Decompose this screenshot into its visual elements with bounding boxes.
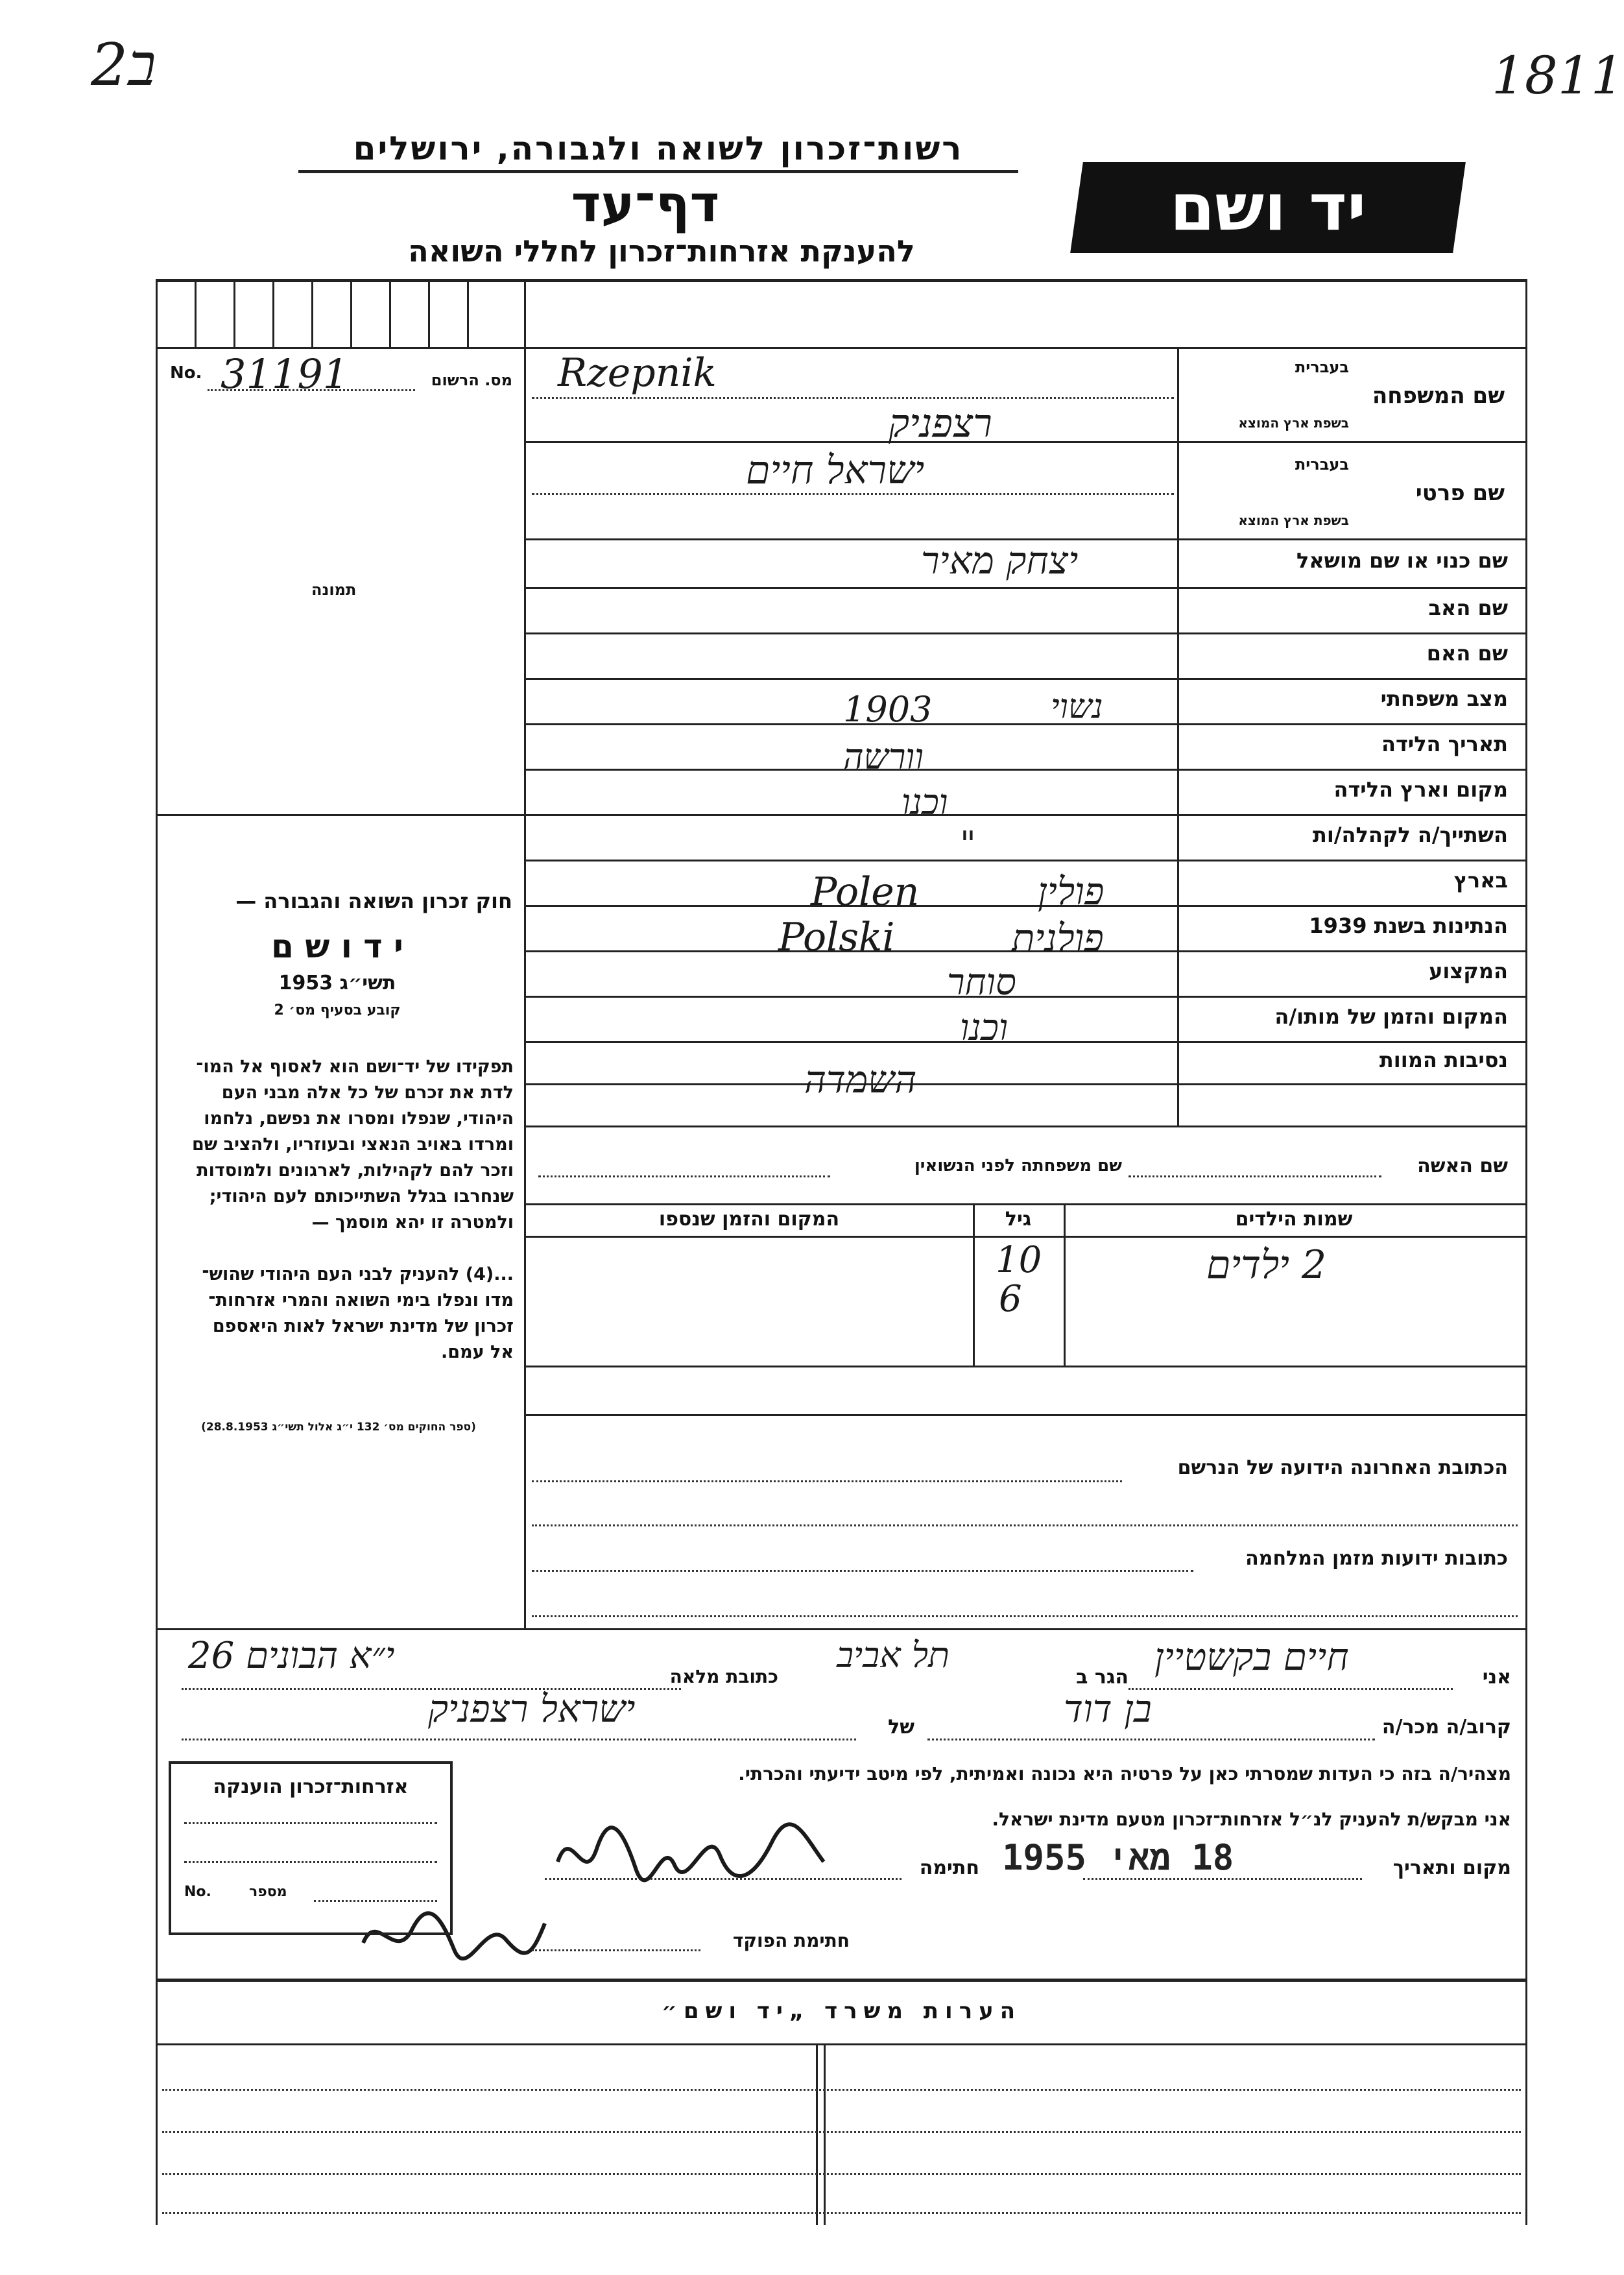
field-sub-origin-lang-2: בשפת ארץ המוצא: [1238, 512, 1349, 528]
signature-label: חתימה: [919, 1857, 979, 1879]
declarant-living-label: הגר ב: [1076, 1666, 1128, 1689]
granted-title: אזרחות־זכרון הוענקה: [213, 1775, 409, 1798]
form-subtitle: להענקת אזרחות־זכרון לחללי השואה: [408, 234, 915, 269]
declarant-i-label: אני: [1482, 1666, 1511, 1689]
field-label-profession: המקצוע: [1429, 959, 1508, 983]
birth-year-value: 1903: [843, 689, 933, 730]
field-label-nickname: שם כנוי או שם מושאל: [1296, 548, 1508, 573]
place-date-label: מקום ותאריך: [1392, 1857, 1511, 1879]
field-label-birth-date: תאריך הלידה: [1381, 732, 1508, 756]
field-label-family-name: שם המשפחה: [1372, 383, 1505, 409]
law-paragraph-2: ...(4) להעניק לבני העם היהודי שהוש־ מדו ונפלו בימי השואה והמרי אזרחות־ זכרון של מדינת ישראל לאות היאספם אל עמם.: [202, 1264, 514, 1362]
death-place-value: וכנו: [960, 1007, 1009, 1049]
children-place-header: המקום והזמן שנספו: [658, 1208, 840, 1231]
field-label-country: בארץ: [1453, 868, 1508, 893]
father-name-value: יצחק מאיר: [921, 538, 1079, 583]
law-paragraph-1: תפקידו של יד־ושם הוא לאסוף אל המו־ לדת את זכרם של כל אלה מבני העם היהודי, שנפלו ומסרו את נפשם, נלחמו ומרדו באויב הנאצי ובעוזריו, ולהציב שם וזכר להם לקהילות, לארגונים ולמוסדות שנחרבו בגלל השתייכותם לעם היהודי; ולמטרה זו יהא מוסמך —: [191, 1057, 514, 1233]
children-age-header: גיל: [1005, 1208, 1032, 1231]
photo-label: תמונה: [311, 581, 357, 599]
law-reference: (ספר החוקים מס׳ 132 י״ג אלול תשי״ג 28.8.1953): [201, 1421, 476, 1434]
law-year: תשי״ג 1953: [278, 972, 396, 994]
declaration-statement: מצהיר/ה בזה כי העדות שמסרתי כאן על פרטיה היא נכונה ואמיתית, לפי מיטב ידיעתי והכרתי.: [738, 1763, 1511, 1785]
last-address-label: הכתובת האחרונה הידועה של הנרשם: [1177, 1456, 1508, 1479]
citizenship-hebrew: פולין: [1038, 869, 1105, 913]
first-name-value: ישראל חיים: [746, 448, 925, 493]
profession-value: סוחר: [947, 961, 1016, 1004]
field-sub-hebrew: בעברית: [1295, 358, 1349, 376]
date-stamp: 18 מאי 1955: [1002, 1837, 1234, 1878]
field-label-community: השתייך/ה לקהלה/ות: [1312, 823, 1508, 847]
registration-no-label: No.: [170, 363, 202, 383]
field-label-death-place: המקום והזמן של מותו/ה: [1274, 1004, 1508, 1029]
registration-label: מס. הרשום: [431, 371, 512, 389]
children-name-value: 2 ילדים: [1206, 1242, 1327, 1288]
field-label-citizenship: הנתינות בשנת 1939: [1309, 913, 1508, 938]
granted-no-label: No.: [184, 1884, 211, 1900]
declarant-city: תל אביב: [837, 1635, 949, 1676]
relation-label: קרוב/ה מכר/ה: [1381, 1716, 1511, 1739]
declaration-request: אני מבקש/ת להעניק לנ״ל אזרחות־זכרון מטעם מדינת ישראל.: [992, 1809, 1511, 1830]
language-latin: Polski: [778, 915, 895, 960]
law-title: חוק זכרון השואה והגבורה —: [235, 889, 512, 913]
field-label-death-cause: נסיבות המוות: [1379, 1048, 1508, 1072]
language-hebrew: פולנית: [1012, 916, 1104, 960]
authority-name: רשות־זכרון לשואה ולגבורה, ירושלים: [353, 130, 964, 167]
declarant-address: י״א הבונים 26: [188, 1635, 395, 1677]
corner-mark-right: 1811: [1492, 45, 1624, 106]
granted-box: [169, 1761, 453, 1935]
form-title: דף־עד: [571, 175, 720, 234]
declarant-signature: [545, 1810, 837, 1901]
field-label-birth-place: מקום וארץ הלידה: [1333, 777, 1508, 802]
birth-place-value: וורשה: [843, 736, 924, 777]
community-value: וכנו: [902, 782, 948, 823]
declarant-address-label: כתובת מלאה: [669, 1666, 778, 1687]
relation-of-name: ישראל רצפניק: [428, 1687, 636, 1731]
officer-signature-label: חתימת הפוקד: [732, 1930, 850, 1951]
family-name-latin: Rzepnik: [558, 350, 717, 396]
law-clause: קובע בסעיף מס׳ 2: [274, 1002, 401, 1018]
wife-maiden-label: שם משפחתה לפני הנשואין: [914, 1156, 1122, 1175]
field-sub-hebrew-2: בעברית: [1295, 455, 1349, 474]
child-age-2: 6: [999, 1278, 1022, 1320]
corner-mark-left: 2ב: [91, 31, 156, 99]
wife-label: שם האשה: [1417, 1155, 1508, 1177]
child-age-1: 10: [996, 1239, 1042, 1281]
yad-vashem-logo: יד ושם: [1070, 162, 1466, 253]
law-name: י ד ו ש ם: [271, 928, 403, 965]
declarant-name: חיים בקשטיין: [1154, 1635, 1349, 1679]
children-names-header: שמות הילדים: [1235, 1208, 1353, 1231]
granted-number-label: מספר: [249, 1884, 287, 1900]
death-circumstance-value: השמדה: [804, 1057, 917, 1101]
war-address-label: כתובות ידועות מזמן המלחמה: [1245, 1547, 1508, 1570]
relation-of-label: של: [888, 1716, 914, 1739]
field-label-father: שם האב: [1428, 596, 1508, 620]
field-label-first-name: שם פרטי: [1415, 480, 1505, 506]
relation-value: בן דוד: [1064, 1687, 1152, 1731]
family-name-hebrew: רצפניק: [889, 401, 992, 446]
citizenship-latin: Polen: [811, 869, 920, 915]
field-sub-origin-lang: בשפת ארץ המוצא: [1238, 415, 1349, 431]
country-value: ": [960, 824, 976, 865]
field-label-mother: שם האם: [1426, 641, 1508, 666]
registration-number: 31191: [221, 350, 349, 398]
office-notes-title: הערות משרד „יד ושם״: [661, 1998, 1022, 2024]
field-label-marital: מצב משפחתי: [1380, 686, 1508, 711]
marital-status-value: נשוי: [1051, 688, 1103, 727]
